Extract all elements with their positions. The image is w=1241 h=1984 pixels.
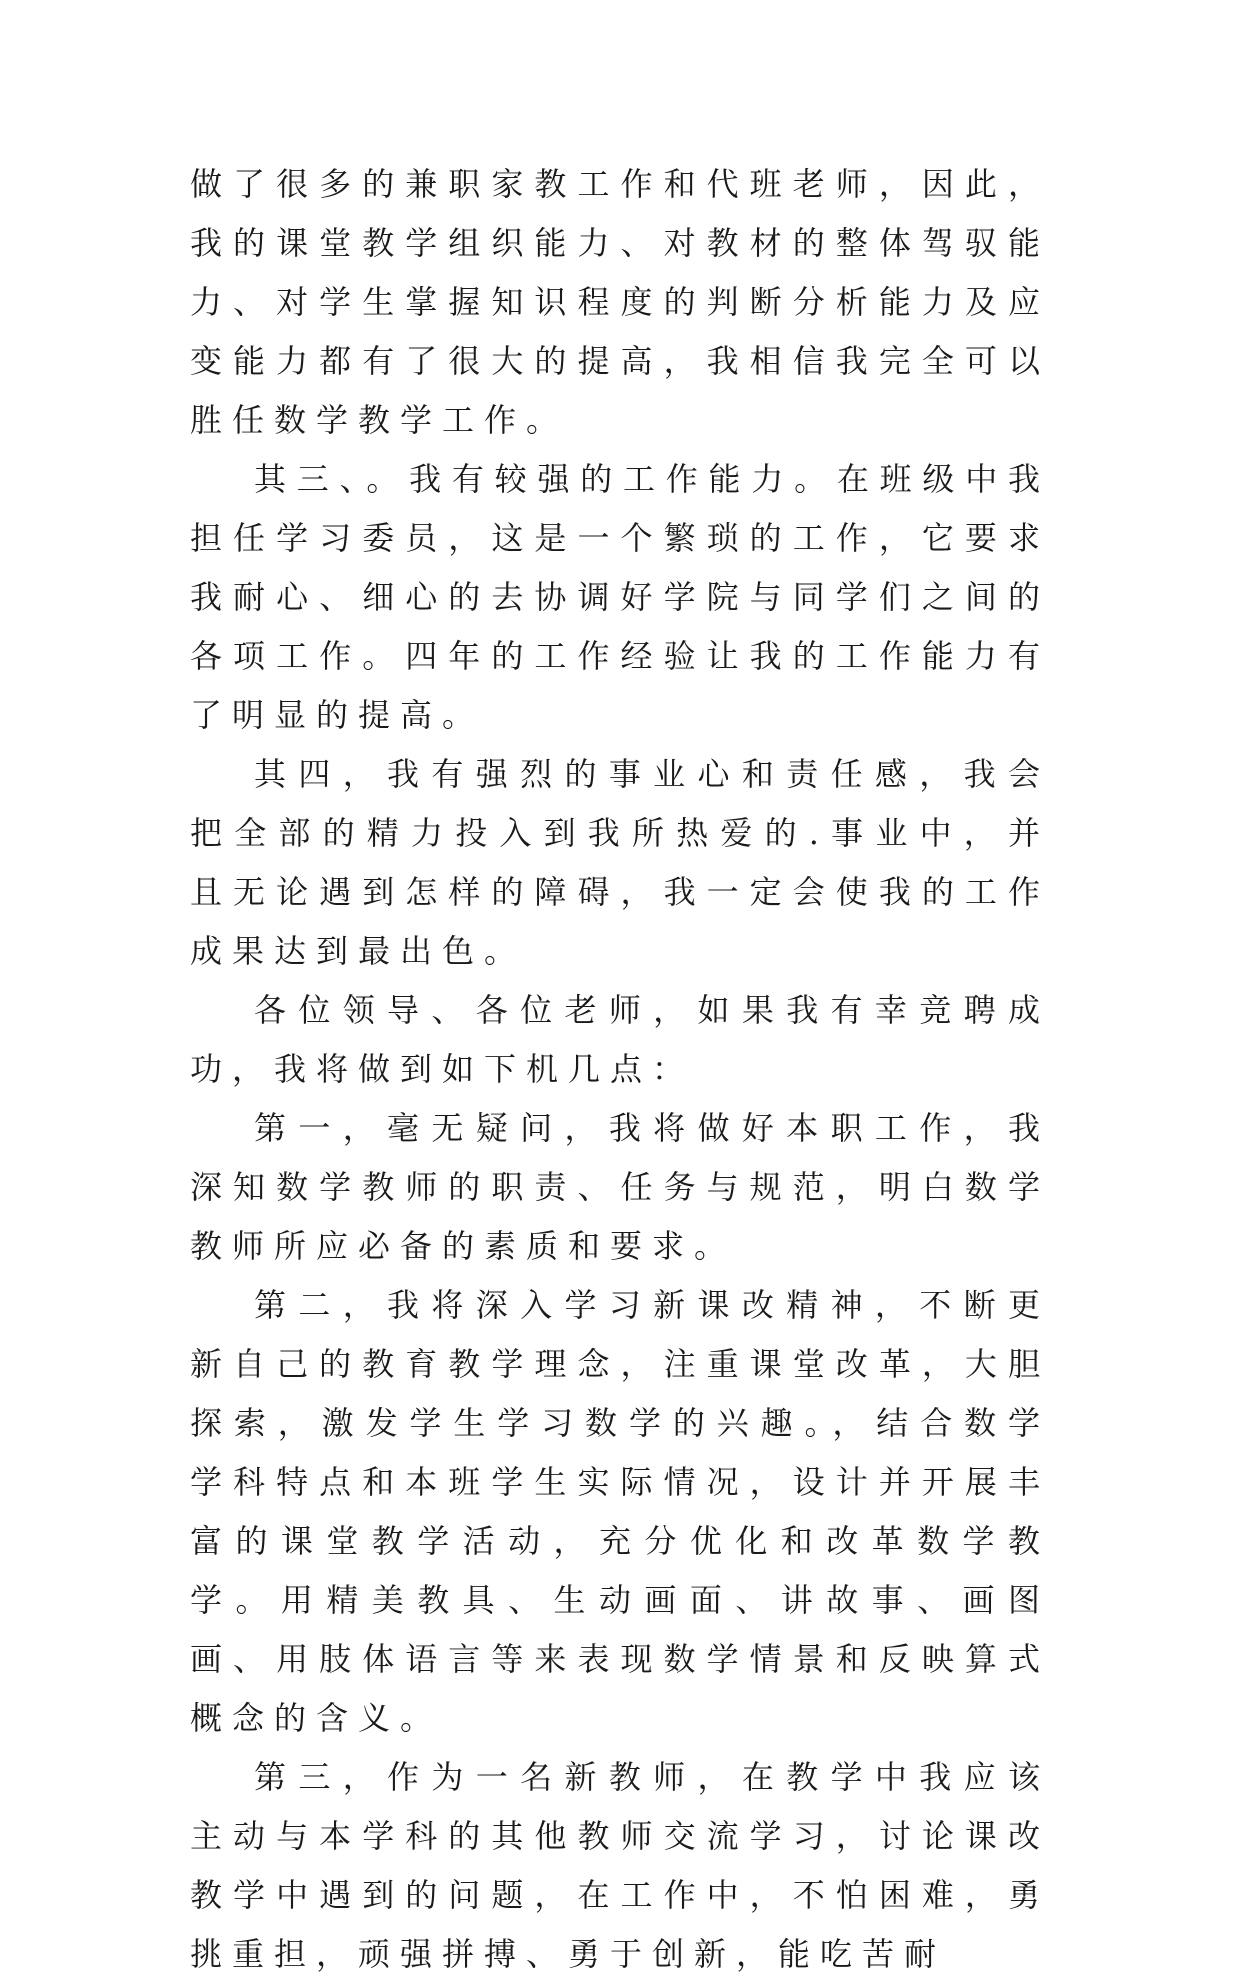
paragraph-7: 第三，作为一名新教师，在教学中我应该主动与本学科的其他教师交流学习，讨论课改教学中遇到的问题，在工作中，不怕困难，勇挑重担，顽强拼搏、勇于创新，能吃苦耐 [190, 1758, 1050, 1973]
paragraph-2: 其三、。我有较强的工作能力。在班级中我担任学习委员，这是一个繁琐的工作，它要求我耐心、细心的去协调好学院与同学们之间的各项工作。四年的工作经验让我的工作能力有了明显的提高。 [190, 460, 1050, 734]
paragraph-3: 其四，我有强烈的事业心和责任感，我会把全部的精力投入到我所热爱的.事业中，并且无论遇到怎样的障碍，我一定会使我的工作成果达到最出色。 [190, 755, 1050, 970]
paragraph-6: 第二，我将深入学习新课改精神，不断更新自己的教育教学理念，注重课堂改革，大胆探索，激发学生学习数学的兴趣。，结合数学学科特点和本班学生实际情况，设计并开展丰富的课堂教学活动，充分优化和改革数学教学。用精美教具、生动画面、讲故事、画图画、用肢体语言等来表现数学情景和反映算式概念的含义。 [190, 1286, 1050, 1737]
paragraph-1: 做了很多的兼职家教工作和代班老师，因此，我的课堂教学组织能力、对教材的整体驾驭能力、对学生掌握知识程度的判断分析能力及应变能力都有了很大的提高，我相信我完全可以胜任数学教学工作。 [190, 165, 1050, 439]
paragraph-5: 第一，毫无疑问，我将做好本职工作，我深知数学教师的职责、任务与规范，明白数学教师所应必备的素质和要求。 [190, 1109, 1050, 1265]
paragraph-4: 各位领导、各位老师，如果我有幸竞聘成功，我将做到如下机几点： [190, 991, 1050, 1088]
document-body [190, 155, 1050, 1984]
